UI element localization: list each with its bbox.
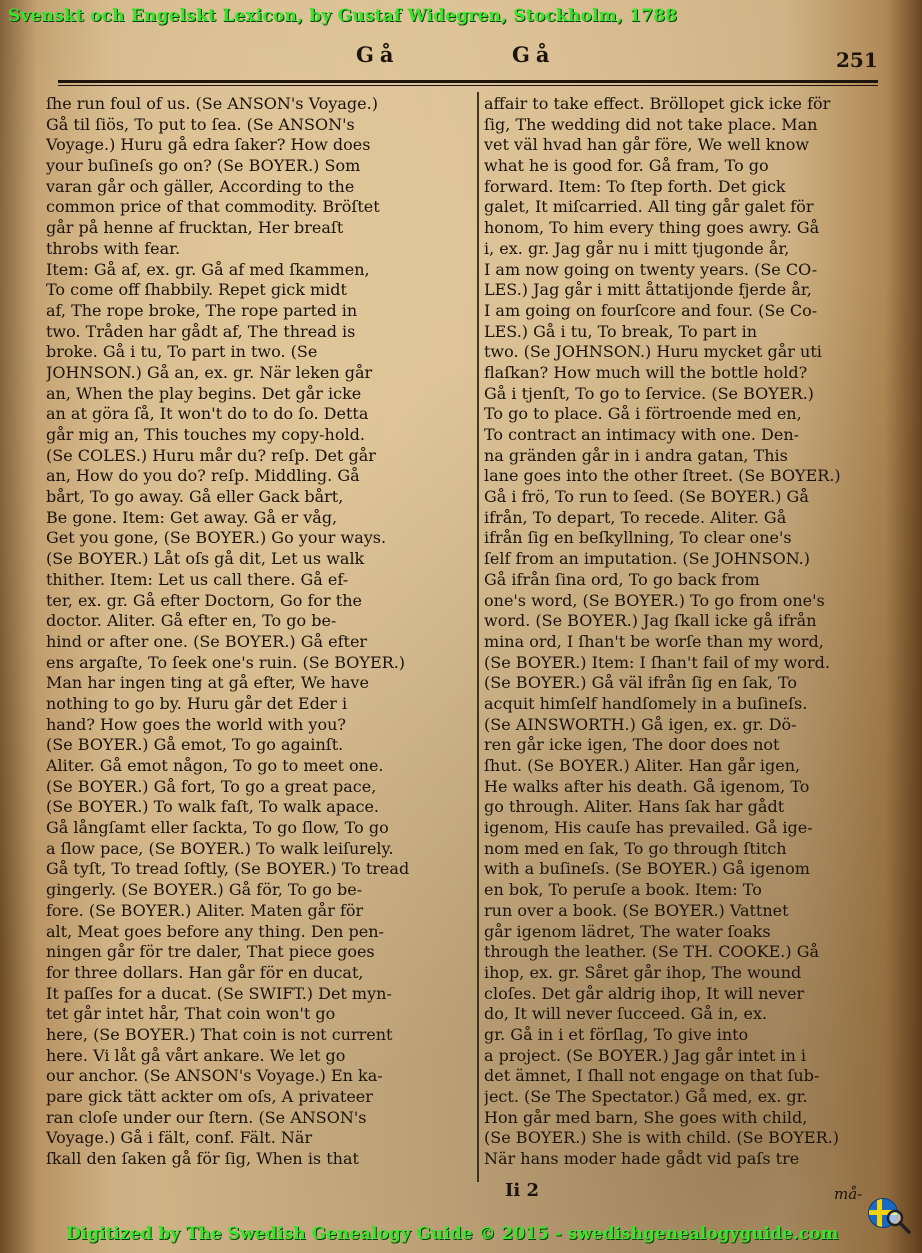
right-column-line: do, It will never ſucceed. Gå in, ex. bbox=[484, 1004, 768, 1024]
left-column-line: an, How do you do? reſp. Middling. Gå bbox=[46, 466, 360, 486]
left-column-line: tet går intet hår, That coin won't go bbox=[46, 1004, 336, 1024]
right-column-line: I am now going on twenty years. (Se CO- bbox=[484, 259, 818, 279]
left-column-line: Aliter. Gå emot någon, To go to meet one. bbox=[46, 756, 384, 775]
left-column-line: Get you gone, (Se BOYER.) Go your ways. bbox=[46, 528, 387, 548]
right-column-line: (Se BOYER.) Item: I ſhan't fail of my word. bbox=[484, 652, 830, 672]
right-column-line: what he is good for. Gå fram, To go bbox=[484, 156, 769, 176]
left-column-line: broke. Gå i tu, To part in two. (Se bbox=[46, 342, 318, 362]
left-column-line: an, When the play begins. Det går icke bbox=[46, 383, 362, 403]
header-rule bbox=[58, 80, 878, 83]
left-column-line: varan går och gäller, According to the bbox=[46, 176, 355, 196]
right-column-line: with a buſineſs. (Se BOYER.) Gå igenom bbox=[484, 859, 810, 879]
right-column-line: cloſes. Det går aldrig ihop, It will never bbox=[484, 983, 805, 1003]
left-column-line: Gå til ſiös, To put to ſea. (Se ANSON's bbox=[46, 114, 355, 134]
right-column-line: ren går icke igen, The door does not bbox=[484, 735, 780, 755]
footer-credit[interactable]: Digitized by The Swedish Genealogy Guide © 2015 - swedishgenealogyguide.com bbox=[66, 1224, 839, 1244]
right-column-line: (Se BOYER.) Gå väl ifrån ſig en ſak, To bbox=[484, 673, 798, 693]
catchword: må- bbox=[834, 1185, 863, 1203]
left-column-line: here, (Se BOYER.) That coin is not current bbox=[46, 1024, 393, 1044]
left-column-line: (Se BOYER.) Låt oſs gå dit, Let us walk bbox=[46, 549, 365, 569]
right-column-line: through the leather. (Se TH. COOKE.) Gå bbox=[484, 942, 820, 962]
left-column-line: thither. Item: Let us call there. Gå ef- bbox=[46, 569, 349, 589]
left-column-line: ſhe run foul of us. (Se ANSON's Voyage.) bbox=[46, 94, 378, 113]
right-column-line: galet, It miſcarried. All ting går galet för bbox=[484, 197, 814, 217]
left-column-line: your buſineſs go on? (Se BOYER.) Som bbox=[46, 156, 361, 176]
left-column-line: (Se BOYER.) Gå fort, To go a great pace, bbox=[46, 776, 377, 796]
left-column-line: nothing to go by. Huru går det Eder i bbox=[46, 693, 348, 713]
right-column-line: i, ex. gr. Jag går nu i mitt tjugonde år, bbox=[484, 238, 790, 258]
right-column-line: mina ord, I ſhan't be worſe than my word, bbox=[484, 631, 824, 651]
right-column-line: affair to take effect. Bröllopet gick icke för bbox=[484, 94, 831, 113]
right-column-line: two. (Se JOHNSON.) Huru mycket går uti bbox=[484, 342, 822, 362]
right-column-line: flaſkan? How much will the bottle hold? bbox=[484, 362, 808, 382]
right-column-line: go through. Aliter. Hans ſak har gådt bbox=[484, 797, 785, 817]
magnifier-icon[interactable] bbox=[885, 1208, 911, 1234]
left-column-line: Voyage.) Huru gå edra ſaker? How does bbox=[46, 135, 371, 155]
right-column-line: Gå ifrån ſina ord, To go back from bbox=[484, 569, 760, 589]
left-column bbox=[46, 94, 446, 1170]
left-column-line: Voyage.) Gå i fält, conf. Fält. När bbox=[46, 1128, 313, 1148]
right-column-line: det ämnet, I ſhall not engage on that ſub- bbox=[484, 1066, 820, 1086]
right-column-line: word. (Se BOYER.) Jag ſkall icke gå ifrån bbox=[484, 611, 817, 631]
left-column-line: alt, Meat goes before any thing. Den pen- bbox=[46, 921, 384, 941]
left-column-line: bårt, To go away. Gå eller Gack bårt, bbox=[46, 487, 344, 507]
left-column-line: af, The rope broke, The rope parted in bbox=[46, 300, 358, 320]
right-column-line: one's word, (Se BOYER.) To go from one's bbox=[484, 590, 825, 610]
left-column-line: hand? How goes the world with you? bbox=[46, 714, 346, 734]
left-column-line: Item: Gå af, ex. gr. Gå af med ſkammen, bbox=[46, 259, 370, 279]
left-column-line: To come off ſhabbily. Repet gick midt bbox=[46, 280, 347, 300]
right-column-line: forward. Item: To ſtep forth. Det gick bbox=[484, 176, 786, 196]
left-column-line: an at göra ſå, It won't do to do ſo. Detta bbox=[46, 404, 369, 424]
left-column-line: Gå långſamt eller ſackta, To go ſlow, To go bbox=[46, 818, 389, 838]
right-column-line: Gå i tjenſt, To go to ſervice. (Se BOYER.) bbox=[484, 383, 814, 403]
right-column-line: ſelf from an imputation. (Se JOHNSON.) bbox=[484, 549, 810, 569]
left-column-line: fore. (Se BOYER.) Aliter. Maten går för bbox=[46, 900, 364, 920]
right-column-line: na gränden går in i andra gatan, This bbox=[484, 445, 788, 465]
left-column-line: ſkall den ſaken gå för ſig, When is that bbox=[46, 1149, 359, 1169]
left-column-line: It paſſes for a ducat. (Se SWIFT.) Det myn- bbox=[46, 983, 392, 1003]
header-rule-thin bbox=[58, 85, 878, 86]
right-column-line: honom, To him every thing goes awry. Gå bbox=[484, 218, 820, 238]
right-column-line: I am going on fourſcore and four. (Se Co- bbox=[484, 300, 818, 320]
page-number: 251 bbox=[836, 48, 878, 72]
left-column-line: hind or after one. (Se BOYER.) Gå efter bbox=[46, 631, 368, 651]
left-column-line: (Se COLES.) Huru mår du? reſp. Det går bbox=[46, 445, 376, 465]
left-column-line: Gå tyſt, To tread ſoftly, (Se BOYER.) To tread bbox=[46, 859, 410, 879]
right-column-line: ihop, ex. gr. Såret går ihop, The wound bbox=[484, 962, 802, 982]
right-column-line: nom med en ſak, To go through ſtitch bbox=[484, 838, 787, 858]
left-column-line: a ſlow pace, (Se BOYER.) To walk leiſurely. bbox=[46, 838, 394, 858]
right-column-line: run over a book. (Se BOYER.) Vattnet bbox=[484, 900, 789, 920]
right-column-line: To go to place. Gå i förtroende med en, bbox=[484, 404, 802, 424]
left-column-line: (Se BOYER.) Gå emot, To go againſt. bbox=[46, 735, 344, 755]
right-column-line: acquit himſelf handſomely in a buſineſs. bbox=[484, 693, 808, 713]
left-column-line: gingerly. (Se BOYER.) Gå för, To go be- bbox=[46, 880, 363, 900]
left-column-line: går på henne af frucktan, Her breaſt bbox=[46, 218, 344, 238]
right-column-line: När hans moder hade gådt vid paſs tre bbox=[484, 1149, 800, 1169]
left-column-line: (Se BOYER.) To walk faſt, To walk apace. bbox=[46, 797, 380, 817]
left-column-line: our anchor. (Se ANSON's Voyage.) En ka- bbox=[46, 1066, 383, 1086]
left-column-line: ran cloſe under our ſtern. (Se ANSON's bbox=[46, 1107, 367, 1127]
right-column-line: ifrån, To depart, To recede. Aliter. Gå bbox=[484, 507, 787, 527]
right-column bbox=[484, 94, 874, 1170]
running-head-right: Gå bbox=[512, 42, 556, 67]
right-column-line: (Se AINSWORTH.) Gå igen, ex. gr. Dö- bbox=[484, 714, 797, 734]
right-column-line: LES.) Gå i tu, To break, To part in bbox=[484, 321, 758, 341]
right-column-line: He walks after his death. Gå igenom, To bbox=[484, 776, 810, 796]
column-divider bbox=[477, 92, 479, 1182]
running-head-left: Gå bbox=[356, 42, 400, 67]
left-column-line: common price of that commodity. Bröſtet bbox=[46, 197, 380, 217]
left-column-line: ens argaſte, To ſeek one's ruin. (Se BOYER.) bbox=[46, 652, 406, 672]
right-column-line: LES.) Jag går i mitt åttatijonde fjerde år, bbox=[484, 280, 812, 300]
left-column-line: går mig an, This touches my copy-hold. bbox=[46, 425, 365, 444]
right-column-line: gr. Gå in i et förſlag, To give into bbox=[484, 1024, 749, 1044]
left-column-line: Be gone. Item: Get away. Gå er våg, bbox=[46, 507, 338, 527]
right-column-line: ſhut. (Se BOYER.) Aliter. Han går igen, bbox=[484, 756, 801, 775]
right-column-line: Gå i frö, To run to ſeed. (Se BOYER.) Gå bbox=[484, 487, 809, 507]
right-column-line: vet väl hvad han går före, We well know bbox=[484, 135, 810, 155]
right-column-line: To contract an intimacy with one. Den- bbox=[484, 425, 800, 444]
left-column-line: throbs with fear. bbox=[46, 238, 181, 258]
right-column-line: ifrån ſig en beſkyllning, To clear one's bbox=[484, 528, 792, 548]
left-column-line: here. Vi låt gå vårt ankare. We let go bbox=[46, 1045, 346, 1065]
banner-title: Svenskt och Engelskt Lexicon, by Gustaf Widegren, Stockholm, 1788 bbox=[8, 6, 678, 26]
left-column-line: for three dollars. Han går för en ducat, bbox=[46, 962, 364, 982]
left-column-line: Man har ingen ting at gå efter, We have bbox=[46, 673, 369, 693]
left-column-line: JOHNSON.) Gå an, ex. gr. När leken går bbox=[46, 362, 373, 382]
right-column-line: går igenom lädret, The water ſoaks bbox=[484, 921, 771, 941]
right-column-line: igenom, His cauſe has prevailed. Gå ige- bbox=[484, 818, 813, 838]
right-column-line: (Se BOYER.) She is with child. (Se BOYER.) bbox=[484, 1128, 839, 1148]
left-column-line: two. Tråden har gådt af, The thread is bbox=[46, 321, 356, 341]
right-column-line: Hon går med barn, She goes with child, bbox=[484, 1107, 808, 1127]
left-column-line: doctor. Aliter. Gå efter en, To go be- bbox=[46, 611, 337, 631]
left-column-line: pare gick tätt ackter om oſs, A privateer bbox=[46, 1087, 373, 1106]
right-column-line: a project. (Se BOYER.) Jag går intet in i bbox=[484, 1045, 807, 1065]
right-column-line: ſig, The wedding did not take place. Man bbox=[484, 114, 818, 134]
signature-mark: Ii 2 bbox=[505, 1180, 540, 1201]
right-column-line: lane goes into the other ſtreet. (Se BOYER.) bbox=[484, 466, 841, 486]
left-column-line: ningen går för tre daler, That piece goes bbox=[46, 942, 375, 962]
right-column-line: en bok, To peruſe a book. Item: To bbox=[484, 880, 762, 900]
right-column-line: ject. (Se The Spectator.) Gå med, ex. gr. bbox=[484, 1087, 808, 1106]
left-column-line: ter, ex. gr. Gå efter Doctorn, Go for the bbox=[46, 590, 362, 610]
